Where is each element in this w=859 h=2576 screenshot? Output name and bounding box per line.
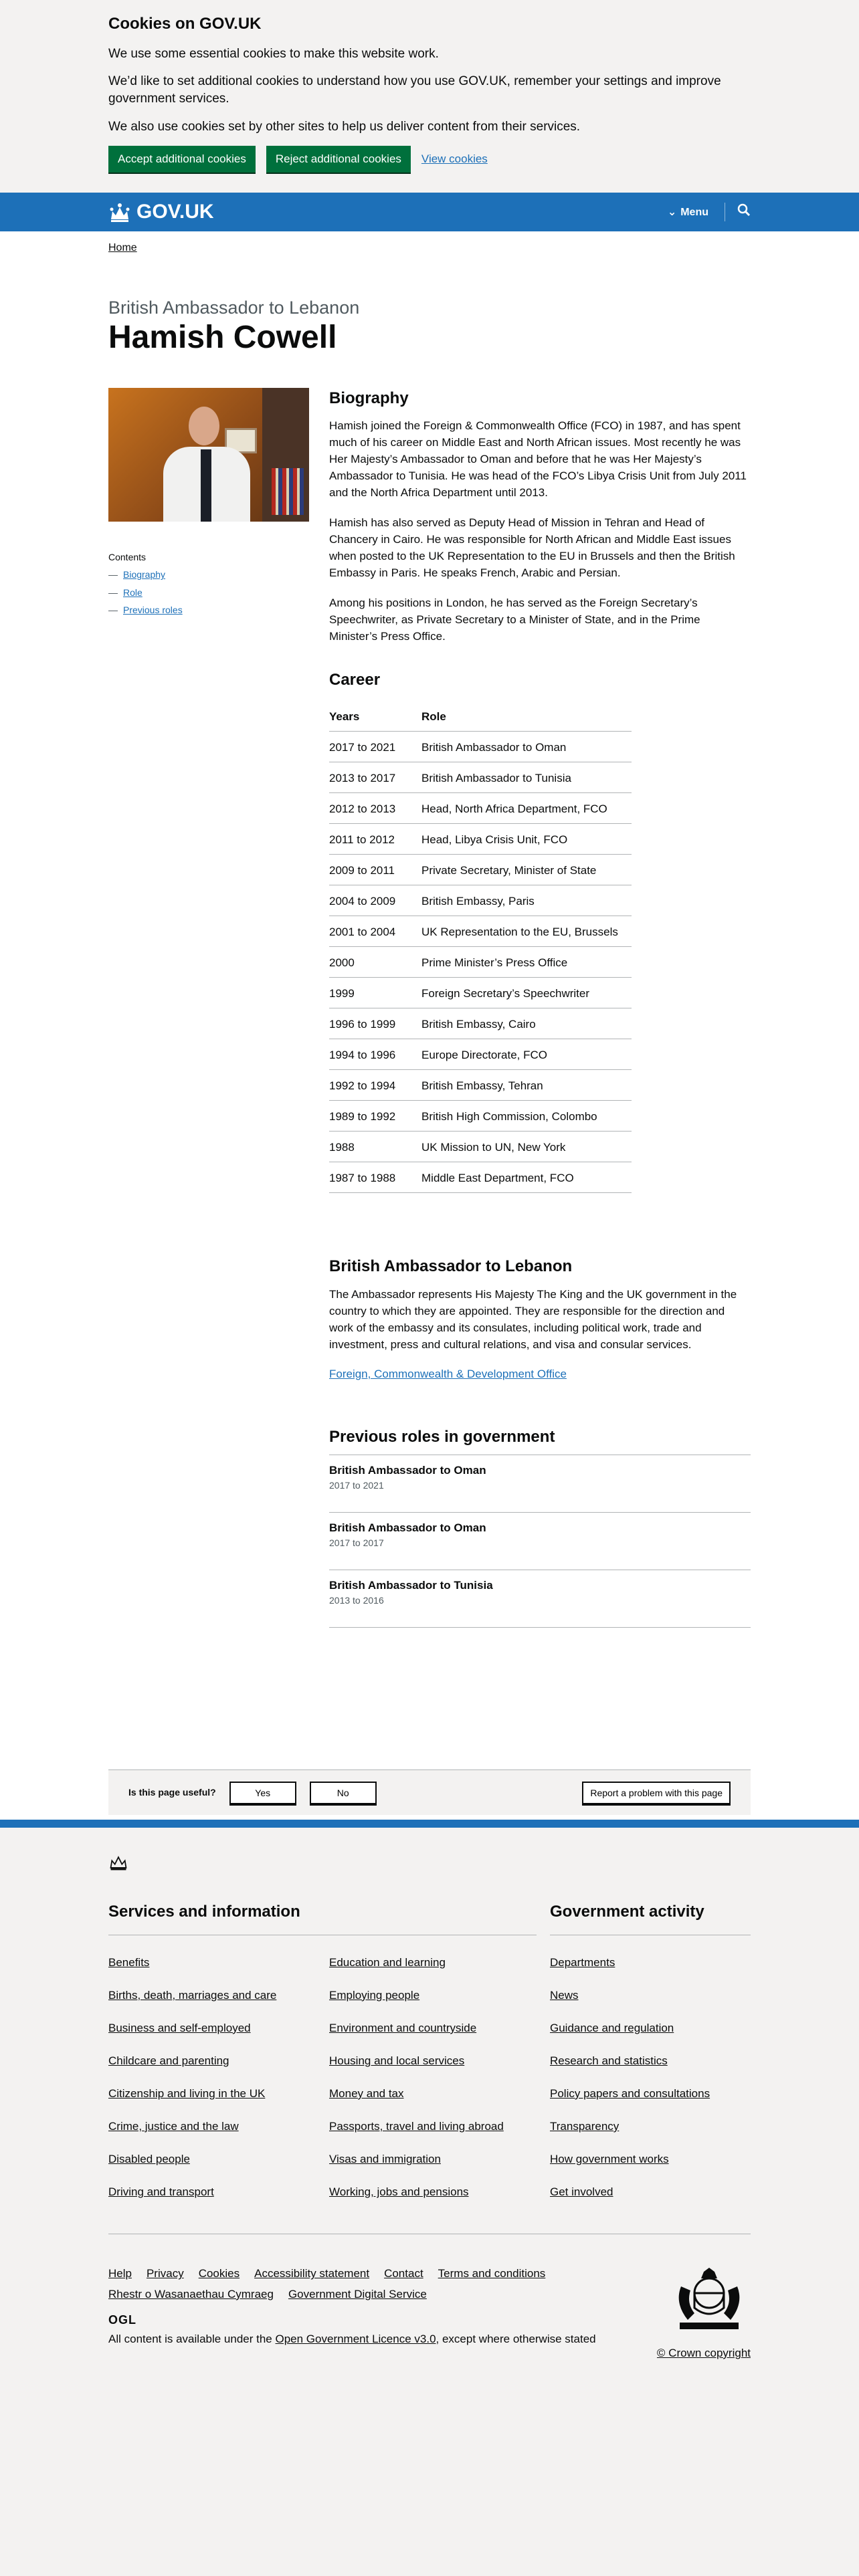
career-role: Head, North Africa Department, FCO (421, 793, 632, 824)
career-row (329, 855, 632, 885)
footer-services (108, 1901, 537, 2200)
previous-role-dates: 2013 to 2016 (329, 1595, 384, 1606)
menu-button[interactable] (668, 205, 708, 219)
footer-services-link[interactable]: Births, death, marriages and care (108, 1988, 277, 2002)
ogl-logo: OGL (108, 2313, 136, 2327)
site-footer (0, 1820, 859, 2576)
footer-services-link[interactable]: Environment and countryside (329, 2021, 477, 2034)
search-button[interactable] (737, 203, 751, 221)
contents-link-biography[interactable]: Biography (123, 569, 166, 580)
career-role: UK Representation to the EU, Brussels (421, 916, 632, 947)
career-years: 1992 to 1994 (329, 1070, 421, 1101)
previous-role-item[interactable] (329, 1455, 751, 1513)
contents-list: Contents — Biography — Role — Previous roles (108, 551, 329, 617)
previous-role-title: British Ambassador to Tunisia (329, 1578, 493, 1592)
footer-government-link[interactable]: Departments (550, 1955, 615, 1969)
footer-services-link[interactable]: Employing people (329, 1988, 420, 2002)
career-role: British Ambassador to Tunisia (421, 762, 632, 793)
career-years: 1987 to 1988 (329, 1162, 421, 1193)
reject-cookies-button[interactable]: Reject additional cookies (266, 146, 411, 173)
career-table (329, 700, 632, 1193)
footer-meta-link[interactable]: Government Digital Service (288, 2287, 427, 2300)
career-row (329, 885, 632, 916)
career-heading: Career (329, 671, 381, 689)
career-row (329, 1132, 632, 1162)
previous-role-item[interactable] (329, 1570, 751, 1628)
previous-roles-heading: Previous roles in government (329, 1426, 751, 1455)
career-years: 1996 to 1999 (329, 1008, 421, 1039)
footer-services-link[interactable]: Business and self-employed (108, 2021, 251, 2034)
crown-copyright-link[interactable]: © Crown copyright (656, 2346, 751, 2359)
footer-services-link[interactable]: Passports, travel and living abroad (329, 2120, 504, 2133)
footer-services-link[interactable]: Childcare and parenting (108, 2054, 229, 2067)
organisation-link[interactable]: Foreign, Commonwealth & Development Office (329, 1367, 567, 1380)
feedback-no-button[interactable]: No (310, 1782, 377, 1804)
career-role: British Embassy, Tehran (421, 1070, 632, 1101)
footer-services-link[interactable]: Visas and immigration (329, 2153, 441, 2166)
view-cookies-link[interactable]: View cookies (421, 152, 488, 166)
footer-meta-link[interactable]: Accessibility statement (254, 2267, 370, 2280)
career-role: Head, Libya Crisis Unit, FCO (421, 824, 632, 855)
footer-services-link[interactable]: Housing and local services (329, 2054, 465, 2067)
career-years: 2001 to 2004 (329, 916, 421, 947)
biography-paragraph: Hamish joined the Foreign & Commonwealth Office (FCO) in 1987, and has spent much of his career on Middle East and North African issues. Most recently he was Her Majesty’s Ambassador to Oman and before that he was Her Majesty’s Ambassador to Tunisia. He was head of the FCO’s Libya Crisis Unit from July 2011 and the North Africa Department until 2013. (329, 419, 747, 500)
career-row (329, 1070, 632, 1101)
site-header (0, 193, 859, 231)
page-title: Hamish Cowell (108, 319, 337, 355)
footer-services-link[interactable]: Money and tax (329, 2086, 404, 2100)
contents-label: Contents (108, 551, 147, 562)
footer-government-link[interactable]: Policy papers and consultations (550, 2086, 710, 2100)
career-years: 2009 to 2011 (329, 855, 421, 885)
search-icon (737, 203, 751, 217)
breadcrumb (108, 231, 751, 255)
career-row (329, 793, 632, 824)
career-years: 2017 to 2021 (329, 732, 421, 762)
career-row (329, 947, 632, 978)
cookie-banner-heading: Cookies on GOV.UK (108, 15, 262, 33)
career-role: British Ambassador to Oman (421, 732, 632, 762)
govuk-logo[interactable] (108, 199, 214, 225)
breadcrumb-home[interactable]: Home (108, 242, 137, 254)
cookie-banner-text: We also use cookies set by other sites to help us deliver content from their services. (108, 119, 581, 134)
footer-meta-link[interactable]: Contact (384, 2267, 423, 2280)
footer-meta-link[interactable]: Terms and conditions (438, 2267, 546, 2280)
career-years: 1994 to 1996 (329, 1039, 421, 1070)
previous-role-item[interactable] (329, 1513, 751, 1570)
career-row (329, 978, 632, 1008)
career-role: Private Secretary, Minister of State (421, 855, 632, 885)
feedback-question: Is this page useful? (128, 1787, 216, 1798)
cookie-banner-text: We’d like to set additional cookies to understand how you use GOV.UK, remember your settings and improve government services. (108, 74, 721, 106)
career-row (329, 1101, 632, 1132)
footer-services-link[interactable]: Crime, justice and the law (108, 2120, 239, 2133)
chevron-down-icon: ⌄ (667, 206, 677, 218)
footer-services-link[interactable]: Benefits (108, 1955, 150, 1969)
career-years: 2000 (329, 947, 421, 978)
contents-link-role[interactable]: Role (123, 586, 142, 598)
career-row (329, 762, 632, 793)
career-years: 2011 to 2012 (329, 824, 421, 855)
contents-link-previous-roles[interactable]: Previous roles (123, 605, 183, 616)
previous-role-dates: 2017 to 2021 (329, 1480, 384, 1491)
govuk-logo-text: GOV.UK (136, 201, 214, 223)
footer-services-heading: Services and information (108, 1901, 537, 1935)
career-years: 1999 (329, 978, 421, 1008)
footer-government (550, 1901, 751, 2200)
career-years: 1989 to 1992 (329, 1101, 421, 1132)
biography-paragraph: Among his positions in London, he has served as the Foreign Secretary’s Speechwriter, as Private Secretary to a Minister of State, and in the Prime Minister’s Press Office. (329, 597, 700, 643)
biography-heading: Biography (329, 389, 409, 407)
footer-services-link[interactable]: Education and learning (329, 1955, 446, 1969)
previous-role-dates: 2017 to 2017 (329, 1537, 384, 1549)
feedback-bar (108, 1769, 751, 1815)
accept-cookies-button[interactable]: Accept additional cookies (108, 146, 256, 173)
career-col-years: Years (329, 700, 421, 732)
report-problem-button[interactable]: Report a problem with this page (582, 1782, 731, 1804)
footer-meta-link[interactable]: Cookies (198, 2267, 240, 2280)
role-description: The Ambassador represents His Majesty The King and the UK government in the country to which they are appointed. They are responsible for the direction and work of the embassy and its consulates, including political work, trade and investment, press and cultural relations, and visa and consular services. (329, 1288, 737, 1351)
career-row (329, 1162, 632, 1193)
cookie-banner (0, 0, 859, 193)
career-years: 1988 (329, 1132, 421, 1162)
career-row (329, 1008, 632, 1039)
career-role: Middle East Department, FCO (421, 1162, 632, 1193)
person-photo (108, 388, 309, 522)
career-years: 2012 to 2013 (329, 793, 421, 824)
licence-suffix: , except where otherwise stated (436, 2332, 596, 2345)
career-role: Europe Directorate, FCO (421, 1039, 632, 1070)
previous-role-title: British Ambassador to Oman (329, 1521, 486, 1534)
career-col-role: Role (421, 700, 632, 732)
footer-government-link[interactable]: Transparency (550, 2120, 619, 2133)
page-context: British Ambassador to Lebanon (108, 298, 360, 318)
career-row (329, 732, 632, 762)
footer-government-link[interactable]: Guidance and regulation (550, 2021, 674, 2034)
career-role: British High Commission, Colombo (421, 1101, 632, 1132)
footer-services-link[interactable]: Driving and transport (108, 2185, 214, 2199)
licence-link[interactable]: Open Government Licence v3.0 (275, 2332, 436, 2345)
footer-meta-link[interactable]: Help (108, 2267, 132, 2280)
career-years: 2004 to 2009 (329, 885, 421, 916)
footer-government-heading: Government activity (550, 1901, 751, 1935)
career-role: Foreign Secretary’s Speechwriter (421, 978, 632, 1008)
career-role: UK Mission to UN, New York (421, 1132, 632, 1162)
footer-services-link[interactable]: Working, jobs and pensions (329, 2185, 469, 2199)
career-role: British Embassy, Cairo (421, 1008, 632, 1039)
footer-services-link[interactable]: Citizenship and living in the UK (108, 2086, 266, 2100)
footer-government-link[interactable]: Get involved (550, 2185, 613, 2199)
feedback-yes-button[interactable]: Yes (229, 1782, 296, 1804)
footer-meta-link[interactable]: Rhestr o Wasanaethau Cymraeg (108, 2287, 274, 2300)
career-row (329, 824, 632, 855)
crown-icon (108, 1853, 751, 1879)
career-row (329, 916, 632, 947)
crown-icon (108, 202, 131, 222)
royal-coat-of-arms-icon (668, 2266, 751, 2333)
footer-services-link[interactable]: Disabled people (108, 2153, 190, 2166)
career-row (329, 1039, 632, 1070)
menu-label: Menu (680, 206, 708, 218)
footer-meta-link[interactable]: Privacy (146, 2267, 184, 2280)
licence-prefix: All content is available under the (108, 2332, 272, 2345)
career-years: 2013 to 2017 (329, 762, 421, 793)
career-role: Prime Minister’s Press Office (421, 947, 632, 978)
footer-government-link[interactable]: Research and statistics (550, 2054, 668, 2067)
cookie-banner-text: We use some essential cookies to make this website work. (108, 46, 439, 61)
footer-government-link[interactable]: News (550, 1988, 579, 2002)
footer-government-link[interactable]: How government works (550, 2153, 669, 2166)
role-heading: British Ambassador to Lebanon (329, 1257, 573, 1276)
licence-text (108, 2331, 630, 2348)
previous-roles (329, 1426, 751, 1628)
previous-role-title: British Ambassador to Oman (329, 1463, 486, 1477)
career-role: British Embassy, Paris (421, 885, 632, 916)
biography-paragraph: Hamish has also served as Deputy Head of Mission in Tehran and Head of Chancery in Cairo. He was responsible for North African and Middle East issues when posted to the UK Representation to the EU in Brussels and then the British Embassy in Paris. He speaks French, Arabic and Persian. (329, 516, 735, 580)
